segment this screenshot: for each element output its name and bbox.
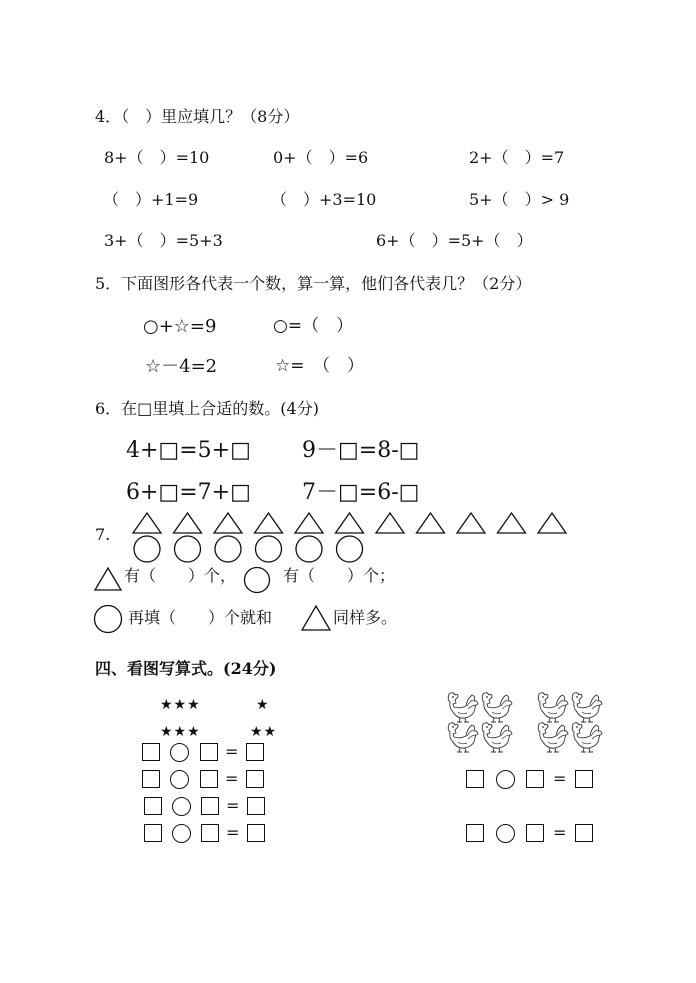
answer-box[interactable] — [246, 743, 264, 761]
triangle-icon — [538, 513, 566, 533]
triangle-icon — [376, 513, 404, 533]
q7-line1-part-b: 有（ ）个； — [283, 566, 396, 585]
circle-icon — [243, 565, 273, 595]
q6-equation-4: 7－□=6-□ — [302, 480, 420, 505]
answer-box[interactable] — [575, 770, 593, 788]
operator-circle[interactable] — [496, 824, 515, 843]
equals-sign: = — [225, 742, 239, 761]
circle-icon — [134, 536, 160, 562]
q4-r2-c1: （ ）+1=9 — [103, 190, 199, 209]
q7-line1-part-a: 有（ ）个， — [124, 566, 237, 585]
q4-r1-c3: 2+（ ）=7 — [469, 148, 565, 167]
triangle-icon — [336, 513, 364, 533]
q5-equation-1: ○+☆=9 — [143, 316, 217, 337]
answer-box[interactable] — [144, 797, 162, 815]
answer-box[interactable] — [200, 743, 218, 761]
q7-number: 7. — [95, 525, 111, 544]
answer-box[interactable] — [142, 743, 160, 761]
q7-line2-part-b: 同样多。 — [333, 608, 398, 627]
answer-box[interactable] — [526, 824, 544, 842]
answer-box[interactable] — [466, 824, 484, 842]
answer-box[interactable] — [466, 770, 484, 788]
triangle-icon — [498, 513, 526, 533]
circle-icon — [93, 603, 125, 635]
q4-r1-c1: 8+（ ）=10 — [104, 148, 210, 167]
q5-answer-2: ☆= （ ） — [275, 356, 364, 376]
q7-triangle-row — [133, 513, 566, 533]
stars-row1-left: ★★★ — [160, 697, 201, 713]
q6-equation-2: 9－□=8-□ — [302, 438, 420, 463]
operator-circle[interactable] — [170, 770, 189, 789]
operator-circle[interactable] — [172, 797, 191, 816]
q4-r1-c2: 0+（ ）=6 — [273, 148, 369, 167]
section4-heading: 四、看图写算式。(24分) — [95, 659, 277, 678]
triangle-icon — [255, 513, 283, 533]
answer-box[interactable] — [526, 770, 544, 788]
q5-answer-1: ○=（ ） — [273, 316, 354, 336]
triangle-icon — [295, 513, 323, 533]
triangle-icon — [300, 604, 332, 632]
circle-icon — [256, 536, 282, 562]
answer-box[interactable] — [575, 824, 593, 842]
answer-box[interactable] — [144, 824, 162, 842]
q7-shapes-figure — [128, 510, 578, 568]
stars-row1-right: ★ — [256, 697, 270, 713]
q4-r2-c3: 5+（ ）> 9 — [469, 190, 570, 209]
triangle-icon — [174, 513, 202, 533]
q6-heading: 6．在□里填上合适的数。(4分) — [95, 399, 319, 418]
equals-sign: = — [225, 769, 239, 788]
answer-box[interactable] — [142, 770, 160, 788]
operator-circle[interactable] — [170, 743, 189, 762]
answer-box[interactable] — [200, 770, 218, 788]
equals-sign: = — [553, 823, 567, 842]
q4-r3-c2: 6+（ ）=5+（ ） — [376, 231, 533, 250]
circle-icon — [175, 536, 201, 562]
operator-circle[interactable] — [496, 770, 515, 789]
q4-r2-c2: （ ）+3=10 — [271, 190, 377, 209]
circle-icon — [215, 536, 241, 562]
answer-box[interactable] — [201, 824, 219, 842]
q5-heading: 5．下面图形各代表一个数，算一算，他们各代表几？（2分） — [95, 274, 532, 293]
q7-line2-part-a: 再填（ ）个就和 — [128, 608, 273, 627]
stars-row2-right: ★★ — [250, 724, 278, 740]
q7-circle-row — [134, 536, 363, 562]
q4-heading: 4．（ ）里应填几？（8分） — [95, 107, 300, 126]
stars-row2-left: ★★★ — [160, 724, 201, 740]
answer-box[interactable] — [246, 770, 264, 788]
triangle-icon — [93, 566, 123, 592]
roosters-picture — [444, 692, 606, 754]
q5-equation-2: ☆－4=2 — [145, 356, 218, 377]
circle-icon — [337, 536, 363, 562]
q6-equation-3: 6+□=7+□ — [126, 480, 251, 505]
answer-box[interactable] — [201, 797, 219, 815]
q6-equation-1: 4+□=5+□ — [126, 438, 251, 463]
q4-r3-c1: 3+（ ）=5+3 — [104, 231, 223, 250]
answer-box[interactable] — [247, 824, 265, 842]
triangle-icon — [457, 513, 485, 533]
triangle-icon — [214, 513, 242, 533]
equals-sign: = — [553, 769, 567, 788]
circle-icon — [296, 536, 322, 562]
equals-sign: = — [226, 796, 240, 815]
triangle-icon — [417, 513, 445, 533]
answer-box[interactable] — [247, 797, 265, 815]
triangle-icon — [133, 513, 161, 533]
equals-sign: = — [226, 823, 240, 842]
operator-circle[interactable] — [172, 824, 191, 843]
